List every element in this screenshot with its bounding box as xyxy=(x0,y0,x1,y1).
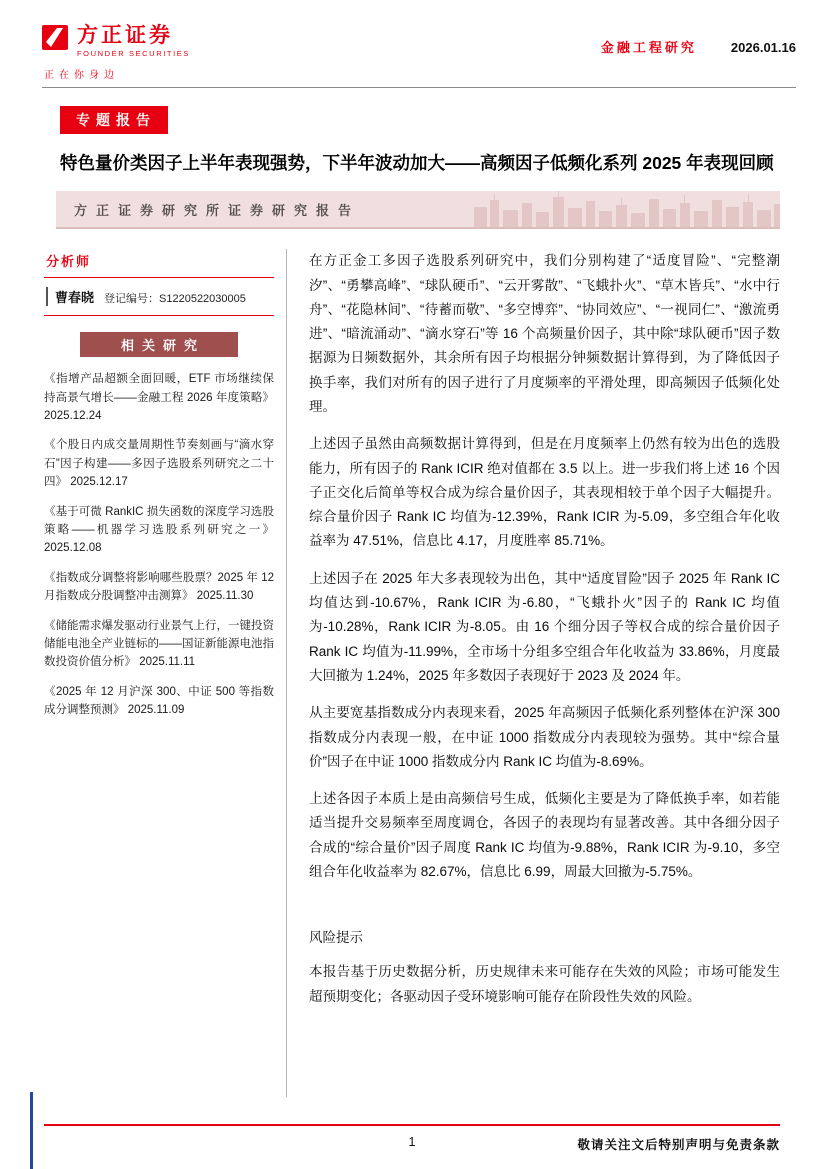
related-research-item[interactable] xyxy=(44,569,274,606)
report-date: 2026.01.16 xyxy=(730,40,796,56)
related-research-badge: 相关研究 xyxy=(80,332,238,357)
analyst-row xyxy=(44,278,274,315)
report-head xyxy=(0,88,826,229)
brand-block xyxy=(42,24,190,58)
related-research-date: 2025.12.24 xyxy=(44,410,102,422)
risk-notice-title: 风险提示 xyxy=(309,930,363,946)
analyst-name: 曹春晓 xyxy=(46,287,94,306)
founder-securities-logo-icon xyxy=(42,24,69,51)
report-category: 金融工程研究 xyxy=(600,40,697,56)
related-research-item[interactable] xyxy=(44,617,274,672)
abstract-paragraph: 上述因子在 2025 年大多表现较为出色，其中“适度冒险”因子 2025 年 Rank IC 均值达到-10.67%，Rank ICIR 为-6.80，“飞蛾扑火”因子的 Rank IC 均值为-10.28%，Rank ICIR 为-8.05。由 16 个细分因子等权合成的综合量价因子 Rank IC 均值为-11.99%，全市场十分组多空组合年化收益为 33.86%，月度最大回撤为 1.24%，2025 年多数因子表现好于 2023 及 2024 年。 xyxy=(309,570,780,683)
related-research-date: 2025.11.09 xyxy=(127,704,185,717)
brand-subtitle: FOUNDER SECURITIES xyxy=(77,49,190,59)
page-header xyxy=(0,0,826,88)
related-research-date: 2025.12.17 xyxy=(70,476,128,489)
content-area xyxy=(0,229,826,1097)
related-research-title: 《个股日内成交量周期性节奏刻画与“滴水穿石”因子构建——多因子选股系列研究之二十四》 xyxy=(44,439,274,489)
related-research-title: 《指数成分调整将影响哪些股票？2025 年 12 月指数成分股调整冲击测算》 xyxy=(44,571,274,603)
related-research-item[interactable] xyxy=(44,436,274,491)
report-title: 特色量价类因子上半年表现强势，下半年波动加大——高频因子低频化系列 2025 年表现回顾 xyxy=(60,153,774,174)
brand-name: 方正证券 xyxy=(77,24,173,47)
institute-banner-text: 方正证券研究所证券研究报告 xyxy=(74,202,361,218)
abstract-paragraph: 上述因子虽然由高频数据计算得到，但是在月度频率上仍然有较为出色的选股能力，所有因子的 Rank ICIR 绝对值都在 3.5 以上。进一步我们将上述 16 个因子正交化后简单等权合成为综合量价因子，其表现相较于单个因子大幅提升。综合量价因子 Rank IC 均值为-12.39%，Rank ICIR 为-5.09，多空组合年化收益率为 47.51%，信息比 4.17，月度胜率 85.71%。 xyxy=(309,436,780,549)
abstract-paragraph: 在方正金工多因子选股系列研究中，我们分别构建了“适度冒险”、“完整潮汐”、“勇攀高峰”、“球队硬币”、“云开雾散”、“飞蛾扑火”、“草木皆兵”、“水中行舟”、“花隐林间”、“待蓄而敬”、“多空博弈”、“协同效应”、“一视同仁”、“激流勇进”、“暗流涌动”、“滴水穿石”等 16 个高频量价因子，其中除“球队硬币”因子数据源为日频数据外，其余所有因子均根据分钟频数据计算得到，为了降低因子换手率，我们对所有的因子进行了月度频率的平滑处理，即高频因子低频化处理。 xyxy=(309,253,780,414)
blue-accent-bar xyxy=(30,1092,33,1169)
analyst-registration-id: 登记编号：S1220522030005 xyxy=(104,293,246,306)
brand-tagline: 正在你身边 xyxy=(44,70,119,82)
related-research-item[interactable] xyxy=(44,503,274,558)
report-type-badge: 专题报告 xyxy=(60,106,168,134)
page-number: 1 xyxy=(408,1135,416,1149)
footer-divider xyxy=(44,1124,780,1126)
related-research-item[interactable] xyxy=(44,370,274,425)
related-research-date: 2025.11.30 xyxy=(196,590,254,603)
related-research-date: 2025.11.11 xyxy=(139,656,196,669)
related-research-title: 《基于可微 RankIC 损失函数的深度学习选股策略——机器学习选股系列研究之一》 xyxy=(44,505,274,536)
abstract-paragraph: 上述各因子本质上是由高频信号生成，低频化主要是为了降低换手率，如若能适当提升交易频率至周度调仓，各因子的表现均有显著改善。其中各细分因子合成的“综合量价”因子周度 Rank IC 均值为-9.88%，Rank ICIR 为-9.10，多空组合年化收益率为 82.67%，信息比 6.99，周最大回撤为-5.75%。 xyxy=(309,791,780,880)
related-research-title: 《2025 年 12 月沪深 300、中证 500 等指数成分调整预测》 xyxy=(44,685,274,717)
sidebar xyxy=(44,249,286,1097)
related-research-item[interactable] xyxy=(44,683,274,720)
related-research-title: 《指增产品超额全面回暖，ETF 市场继续保持高景气增长——金融工程 2026 年度策略》 xyxy=(44,373,274,404)
footer-disclaimer: 敬请关注文后特别声明与免责条款 xyxy=(577,1138,780,1152)
risk-notice-text: 本报告基于历史数据分析，历史规律未来可能存在失效的风险；市场可能发生超预期变化；各驱动因子受环境影响可能存在阶段性失效的风险。 xyxy=(309,964,780,1004)
main-content xyxy=(287,249,780,1097)
sidebar-divider xyxy=(44,315,274,316)
analyst-label: 分析师 xyxy=(46,254,92,270)
abstract-paragraph: 从主要宽基指数成分内表现来看，2025 年高频因子低频化系列整体在沪深 300 指数成分内表现一般，在中证 1000 指数成分内表现较为强势。其中“综合量价”因子在中证 1000 指数成分内 Rank IC 均值为-8.69%。 xyxy=(309,705,780,769)
city-skyline-watermark xyxy=(470,191,780,227)
related-research-date: 2025.12.08 xyxy=(44,542,102,555)
related-research-title: 《储能需求爆发驱动行业景气上行，一键投资储能电池全产业链标的——国证新能源电池指数投资价值分析》 xyxy=(44,619,274,669)
page-footer xyxy=(44,1124,780,1153)
institute-banner xyxy=(56,191,780,229)
